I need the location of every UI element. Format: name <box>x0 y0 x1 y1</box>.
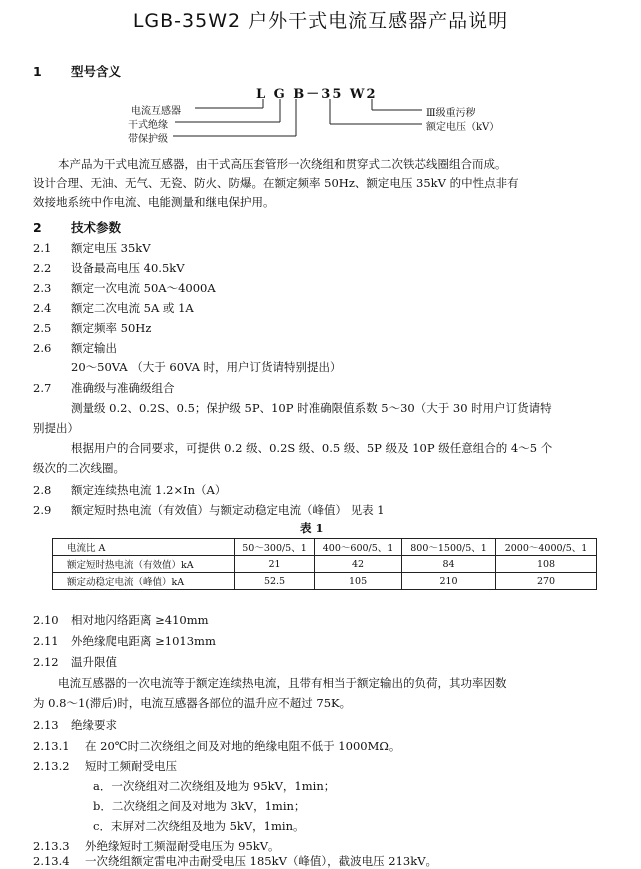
table-cell: 108 <box>496 556 597 573</box>
section-title: 型号含义 <box>71 64 122 79</box>
intro-line-2: 设计合理、无油、无气、无瓷、防火、防爆。在额定频率 50Hz、额定电压 35kV 的中性点非有 <box>33 176 519 190</box>
accuracy-line-1: 测量级 0.2、0.2S、0.5；保护级 5P、10P 时准确限值系数 5～30（大于 30 时用户订货请特 <box>71 401 552 415</box>
label-rated-voltage: 额定电压（kV） <box>426 122 500 133</box>
table-header-cell: 2000～4000/5、1 <box>496 539 597 556</box>
section-number: 1 <box>33 64 42 79</box>
param-item: 2.5 额定频率 50Hz <box>33 321 152 335</box>
accuracy-line-4: 级次的二次线圈。 <box>33 461 125 475</box>
withstand-item-b: b．二次绕组之间及对地为 3kV，1min； <box>93 799 306 813</box>
label-dry-insulation: 干式绝缘 <box>128 120 168 131</box>
param-item: 2.4 额定二次电流 5A 或 1A <box>33 301 194 315</box>
table-header-row <box>53 539 597 556</box>
table-cell: 210 <box>402 573 496 590</box>
param-item: 2.13.1 在 20℃时二次绕组之间及对地的绝缘电阻不低于 1000MΩ。 <box>33 739 401 753</box>
table-row <box>53 573 597 590</box>
table-cell: 105 <box>315 573 402 590</box>
temp-rise-line-1: 电流互感器的一次电流等于额定连续热电流，且带有相当于额定输出的负荷，其功率因数 <box>58 676 507 690</box>
section-2-heading <box>33 218 121 236</box>
param-item: 2.10 相对地闪络距离 ≥410mm <box>33 613 209 627</box>
table-header-cell: 电流比 A <box>53 539 235 556</box>
intro-line-1: 本产品为干式电流互感器，由干式高压套管形一次绕组和贯穿式二次铁芯线圈组合而成。 <box>58 157 507 171</box>
withstand-item-c: c．末屏对二次绕组及地为 5kV，1min。 <box>93 819 305 833</box>
accuracy-line-2: 别提出） <box>33 421 79 435</box>
table-row <box>53 556 597 573</box>
param-item: 2.1 额定电压 35kV <box>33 241 151 255</box>
withstand-item-a: a．一次绕组对二次绕组及地为 95kV，1min； <box>93 779 336 793</box>
intro-line-3: 效接地系统中作电流、电能测量和继电保护用。 <box>33 195 275 209</box>
param-item: 2.13 绝缘要求 <box>33 718 117 732</box>
label-current-transformer: 电流互感器 <box>131 106 181 117</box>
table-cell: 52.5 <box>235 573 315 590</box>
section-number: 2 <box>33 220 42 235</box>
param-item: 2.2 设备最高电压 40.5kV <box>33 261 185 275</box>
table-header-cell: 50～300/5、1 <box>235 539 315 556</box>
param-item: 2.8 额定连续热电流 1.2×In（A） <box>33 483 227 497</box>
rated-output-range: 20～50VA （大于 60VA 时，用户订货请特别提出） <box>71 360 342 374</box>
param-item: 2.6 额定输出 <box>33 341 117 355</box>
table-cell: 270 <box>496 573 597 590</box>
temp-rise-line-2: 为 0.8～1(滞后)时，电流互感器各部位的温升应不超过 75K。 <box>33 696 352 710</box>
table-header-cell: 400～600/5、1 <box>315 539 402 556</box>
table-1 <box>52 538 597 590</box>
param-item: 2.13.3 外绝缘短时工频湿耐受电压为 95kV。 <box>33 839 280 853</box>
param-item: 2.12 温升限值 <box>33 655 117 669</box>
document-title: LGB-35W2 户外干式电流互感器产品说明 <box>132 10 509 32</box>
label-protection-class: 带保护级 <box>128 134 168 145</box>
table-cell: 84 <box>402 556 496 573</box>
param-item: 2.9 额定短时热电流（有效值）与额定动稳定电流（峰值） 见表 1 <box>33 503 385 517</box>
param-item: 2.13.4 一次绕组额定雷电冲击耐受电压 185kV（峰值），截波电压 213kV。 <box>33 854 438 868</box>
section-title: 技术参数 <box>71 220 122 235</box>
table-header-cell: 800～1500/5、1 <box>402 539 496 556</box>
table-cell: 42 <box>315 556 402 573</box>
label-pollution-class: Ⅲ级重污秽 <box>426 108 476 119</box>
accuracy-line-3: 根据用户的合同要求，可提供 0.2 级、0.2S 级、0.5 级、5P 级及 10P 级任意组合的 4～5 个 <box>71 441 553 455</box>
param-item: 2.3 额定一次电流 50A～4000A <box>33 281 216 295</box>
table-cell: 额定短时热电流（有效值）kA <box>53 556 235 573</box>
model-code: L G B－35 W2 <box>256 87 378 102</box>
table-cell: 额定动稳定电流（峰值）kA <box>53 573 235 590</box>
table-cell: 21 <box>235 556 315 573</box>
param-item: 2.7 准确级与准确级组合 <box>33 381 175 395</box>
param-item: 2.13.2 短时工频耐受电压 <box>33 759 177 773</box>
table-caption: 表 1 <box>300 521 324 535</box>
param-item: 2.11 外绝缘爬电距离 ≥1013mm <box>33 634 216 648</box>
